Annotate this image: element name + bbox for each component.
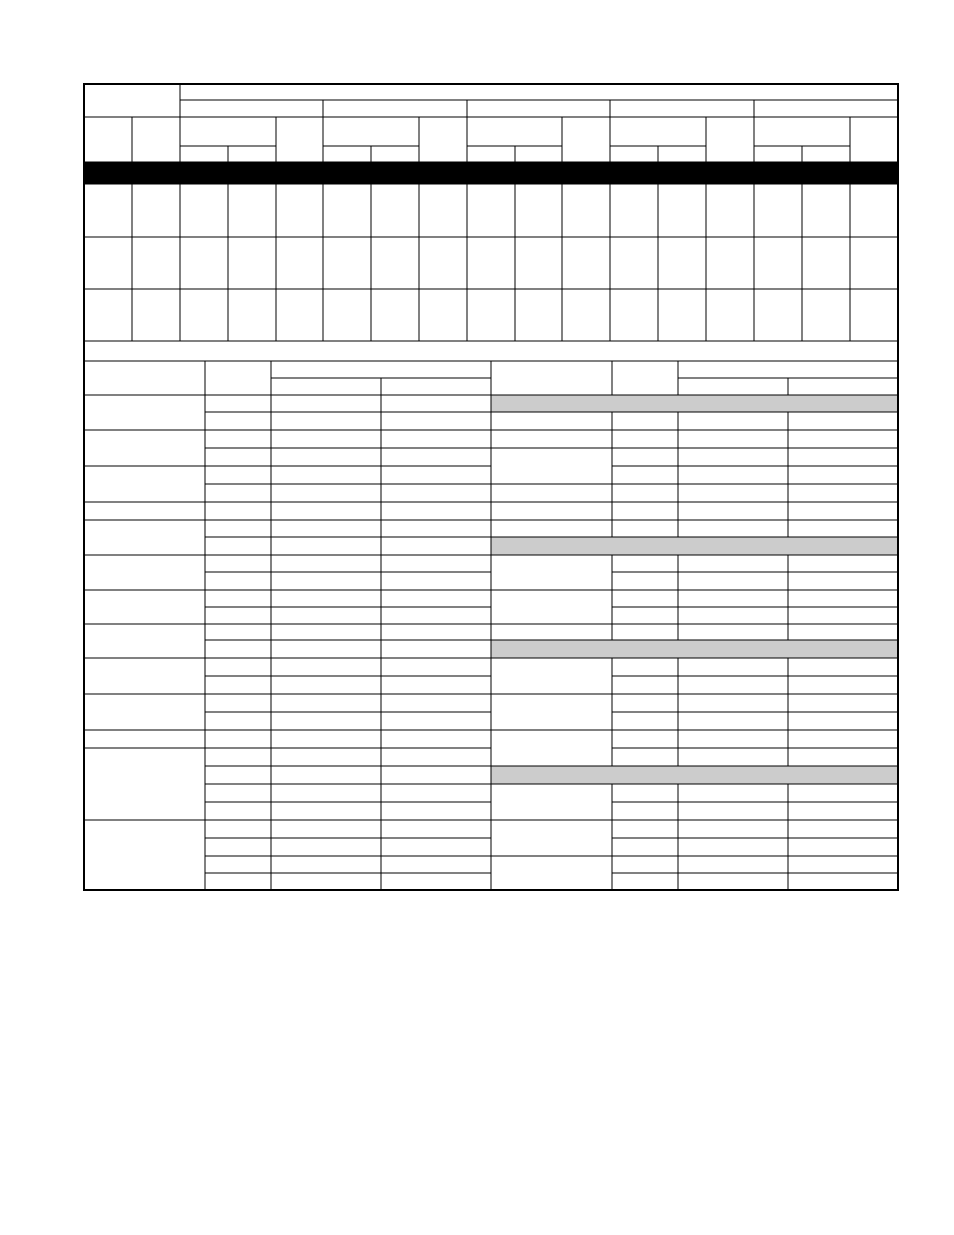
table-cell [84,289,132,341]
note-row-cell [84,341,898,361]
merged-cell [491,624,612,640]
table-cell [84,237,132,289]
table-cell [271,624,381,640]
table-cell [381,520,491,537]
table-cell [381,395,491,412]
table-cell [612,838,678,856]
table-cell [706,237,754,289]
table-cell [788,448,898,466]
table-cell [271,676,381,694]
table-cell [205,712,271,730]
table-cell [612,820,678,838]
table-cell [802,289,850,341]
table-cell [788,502,898,520]
merged-cell [491,694,612,730]
top-header-cell [180,84,898,100]
table-cell [205,537,271,555]
table-cell [276,289,323,341]
table-cell [205,484,271,502]
subgroup-header-cell [754,117,850,146]
table-cell [706,289,754,341]
table-cell [271,395,381,412]
table-cell [788,676,898,694]
group-header-cell [754,100,898,117]
table-cell [612,484,678,502]
table-cell [610,237,658,289]
table-cell [381,748,491,766]
merged-cell [491,520,612,537]
subcolumn-header-cell [371,146,419,162]
table-cell [381,730,491,748]
table-cell [381,856,491,873]
table-cell [678,856,788,873]
table-cell [381,694,491,712]
merged-cell [491,484,612,502]
shaded-span-cell [491,537,898,555]
table-cell [228,237,276,289]
table-cell [678,448,788,466]
column-header-cell [491,361,612,395]
group-header-cell [271,361,491,378]
table-cell [612,430,678,448]
table-cell [271,555,381,572]
table-cell [371,237,419,289]
table-cell [802,184,850,237]
row-group-cell [84,624,205,658]
subcolumn-header-cell [467,146,515,162]
table-cell [610,289,658,341]
group-header-cell [610,100,754,117]
table-cell [754,184,802,237]
table-cell [205,412,271,430]
table-cell [381,590,491,607]
group-header-cell [323,100,467,117]
table-cell [678,430,788,448]
table-cell [612,448,678,466]
table-cell [788,555,898,572]
table-cell [381,766,491,784]
column-header-cell [205,361,271,395]
table-cell [205,748,271,766]
row-group-cell [84,590,205,624]
table-cell [788,784,898,802]
table-cell [271,448,381,466]
table-cell [271,712,381,730]
table-cell [612,873,678,890]
table-cell [271,658,381,676]
table-cell [678,484,788,502]
table-cell [271,694,381,712]
table-cell [678,838,788,856]
table-cell [205,590,271,607]
table-cell [205,572,271,590]
table-cell [271,856,381,873]
table-cell [678,873,788,890]
subgroup-header-cell [610,117,706,146]
table-cell [323,289,371,341]
table-cell [678,572,788,590]
table-cell [271,502,381,520]
table-cell [132,184,180,237]
table-cell [381,572,491,590]
table-cell [381,624,491,640]
table-cell [205,624,271,640]
table-cell [612,856,678,873]
column-header-cell [132,117,180,162]
table-cell [271,640,381,658]
table-cell [788,838,898,856]
column-header-cell [84,361,205,395]
corner-header-cell [84,84,180,117]
table-cell [612,802,678,820]
table-cell [612,555,678,572]
table-cell [612,712,678,730]
table-cell [788,820,898,838]
table-cell [678,712,788,730]
table-cell [678,590,788,607]
table-cell [205,502,271,520]
table-cell [612,466,678,484]
row-group-cell [84,430,205,466]
table-cell [788,520,898,537]
table-cell [788,572,898,590]
subgroup-header-cell [180,117,276,146]
table-cell [205,694,271,712]
table-cell [271,820,381,838]
table-cell [678,555,788,572]
table-cell [788,466,898,484]
upper-table [84,84,898,361]
table-cell [678,748,788,766]
table-cell [276,237,323,289]
table-cell [612,607,678,624]
table-cell [205,607,271,624]
table-cell [205,640,271,658]
table-cell [850,289,898,341]
table-cell [180,289,228,341]
column-header-cell [276,117,323,162]
merged-cell [491,555,612,590]
table-cell [381,448,491,466]
table-cell [788,694,898,712]
table-cell [205,838,271,856]
table-cell [205,448,271,466]
row-group-cell [84,748,205,820]
merged-cell [491,820,612,856]
table-cell [381,712,491,730]
subcolumn-header-cell [323,146,371,162]
table-cell [515,184,562,237]
column-header-cell [612,361,678,395]
table-cell [678,520,788,537]
table-cell [323,237,371,289]
column-header-cell [706,117,754,162]
table-cell [419,184,467,237]
merged-cell [491,658,612,694]
table-cell [515,237,562,289]
group-header-cell [467,100,610,117]
table-cell [271,412,381,430]
column-header-cell [419,117,467,162]
table-cell [678,802,788,820]
table-cell [678,784,788,802]
merged-cell [491,502,612,520]
table-cell [371,289,419,341]
table-cell [788,873,898,890]
column-header-cell [84,117,132,162]
subcolumn-header-cell [180,146,228,162]
table-cell [678,658,788,676]
table-cell [658,237,706,289]
table-cell [205,555,271,572]
row-group-cell [84,730,205,748]
table-cell [610,184,658,237]
table-cell [678,820,788,838]
table-cell [381,658,491,676]
row-group-cell [84,520,205,555]
table-cell [271,784,381,802]
table-cell [678,502,788,520]
group-header-cell [678,361,898,378]
table-cell [850,237,898,289]
table-cell [788,658,898,676]
table-cell [381,802,491,820]
merged-cell [491,590,612,624]
table-cell [271,520,381,537]
table-cell [205,520,271,537]
table-cell [678,624,788,640]
table-cell [205,856,271,873]
table-cell [754,237,802,289]
table-cell [84,184,132,237]
table-cell [271,873,381,890]
table-cell [678,412,788,430]
table-cell [271,430,381,448]
table-cell [658,184,706,237]
table-cell [205,730,271,748]
table-cell [467,289,515,341]
table-cell [612,520,678,537]
table-cell [612,624,678,640]
merged-cell [491,430,612,448]
table-cell [381,502,491,520]
table-cell [271,766,381,784]
table-cell [678,466,788,484]
table-cell [381,676,491,694]
table-cell [381,412,491,430]
subcolumn-header-cell [678,378,788,395]
table-cell [323,184,371,237]
table-cell [381,430,491,448]
table-cell [612,658,678,676]
merged-cell [491,730,612,766]
table-cell [132,289,180,341]
table-cell [678,730,788,748]
table-cell [180,237,228,289]
table-cell [612,676,678,694]
table-cell [205,802,271,820]
table-cell [612,730,678,748]
table-cell [467,184,515,237]
merged-cell [491,784,612,820]
table-cell [612,502,678,520]
row-group-cell [84,395,205,430]
table-cell [205,430,271,448]
subcolumn-header-cell [802,146,850,162]
table-cell [381,784,491,802]
row-group-cell [84,820,205,890]
table-cell [205,658,271,676]
table-cell [802,237,850,289]
row-group-cell [84,555,205,590]
subcolumn-header-cell [271,378,381,395]
table-cell [205,820,271,838]
header-band [84,162,898,184]
merged-cell [491,448,612,484]
subcolumn-header-cell [381,378,491,395]
table-cell [419,289,467,341]
table-cell [381,484,491,502]
table-cell [612,748,678,766]
table-cell [271,748,381,766]
table-cell [788,484,898,502]
table-cell [788,607,898,624]
table-cell [271,590,381,607]
table-cell [205,784,271,802]
table-cell [788,412,898,430]
shaded-span-cell [491,640,898,658]
table-cell [562,184,610,237]
subcolumn-header-cell [658,146,706,162]
table-cell [271,838,381,856]
subcolumn-header-cell [228,146,276,162]
table-cell [205,766,271,784]
table-cell [180,184,228,237]
table-cell [132,237,180,289]
table-cell [562,237,610,289]
subcolumn-header-cell [754,146,802,162]
table-cell [467,237,515,289]
table-cell [612,784,678,802]
table-cell [228,184,276,237]
table-cell [788,590,898,607]
table-cell [788,802,898,820]
table-cell [381,838,491,856]
merged-cell [491,856,612,890]
table-cell [678,676,788,694]
table-cell [205,466,271,484]
shaded-span-cell [491,395,898,412]
table-cell [612,572,678,590]
row-group-cell [84,658,205,694]
table-cell [658,289,706,341]
row-group-cell [84,466,205,502]
table-cell [381,607,491,624]
table-cell [788,430,898,448]
table-cell [381,873,491,890]
table-cell [419,237,467,289]
subgroup-header-cell [467,117,562,146]
table-cell [271,484,381,502]
table-cell [271,466,381,484]
table-cell [381,640,491,658]
column-header-cell [562,117,610,162]
shaded-span-cell [491,766,898,784]
row-group-cell [84,694,205,730]
table-cell [612,590,678,607]
table-cell [612,412,678,430]
table-cell [228,289,276,341]
table-cell [788,712,898,730]
subcolumn-header-cell [610,146,658,162]
table-cell [381,537,491,555]
table-cell [788,624,898,640]
table-cell [205,395,271,412]
table-cell [381,820,491,838]
table-cell [788,748,898,766]
table-cell [271,537,381,555]
lower-table [84,361,898,890]
table-cell [205,676,271,694]
table-cell [271,607,381,624]
table-cell [706,184,754,237]
table-cell [515,289,562,341]
table-cell [205,873,271,890]
subgroup-header-cell [323,117,419,146]
table-cell [788,856,898,873]
column-header-cell [850,117,898,162]
table-cell [788,730,898,748]
table-cell [271,572,381,590]
table-cell [562,289,610,341]
table-cell [381,555,491,572]
table-cell [850,184,898,237]
table-cell [271,730,381,748]
table-cell [754,289,802,341]
table-cell [678,694,788,712]
subcolumn-header-cell [515,146,562,162]
table-cell [678,607,788,624]
table-cell [276,184,323,237]
group-header-cell [180,100,323,117]
table-cell [612,694,678,712]
merged-cell [491,412,612,430]
subcolumn-header-cell [788,378,898,395]
table-cell [371,184,419,237]
table-cell [381,466,491,484]
row-group-cell [84,502,205,520]
table-cell [271,802,381,820]
